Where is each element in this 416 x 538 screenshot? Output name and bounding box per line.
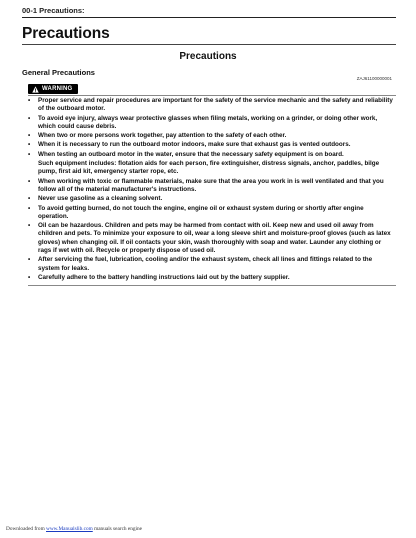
warning-list-item: [28, 115, 394, 132]
header-section-label: Precautions:: [39, 6, 85, 15]
warning-list-item: [28, 141, 394, 149]
title-divider: [22, 44, 396, 45]
header-section-ref: 00-1: [22, 6, 38, 15]
warning-list-item: [28, 222, 394, 255]
warning-badge: [28, 84, 78, 94]
warning-list-item: [28, 132, 394, 140]
warning-item-text: To avoid getting burned, do not touch the engine, engine oil or exhaust system during or shortly after engine operation.: [38, 204, 364, 220]
warning-list-item: [28, 256, 394, 273]
bullet-icon: •: [28, 150, 31, 158]
warning-list-item: [28, 151, 394, 177]
warning-item-text: When testing an outboard motor in the water, ensure that the necessary safety equipment is on board.: [38, 150, 344, 158]
footer-prefix: Downloaded from: [6, 526, 45, 532]
warning-list-item: [28, 195, 394, 203]
bullet-icon: •: [28, 97, 31, 104]
bullet-icon: •: [28, 132, 31, 140]
footer-suffix: manuals search engine: [94, 526, 143, 532]
warning-top-rule: [28, 95, 396, 96]
warning-label: WARNING: [42, 86, 73, 92]
warning-item-text: After servicing the fuel, lubrication, cooling and/or the exhaust system, check all lines and fittings related to the system for leaks.: [38, 256, 373, 272]
running-header: [22, 6, 85, 15]
warning-item-text: When working with toxic or flammable materials, make sure that the area you work in is well ventilated and that you follow all of the material manufacturer's instructions.: [38, 177, 384, 193]
footer-link[interactable]: www.Manualslib.com: [46, 526, 93, 532]
document-id: ZAJ61100000001: [356, 76, 392, 81]
bullet-icon: •: [28, 141, 31, 149]
warning-item-text: Proper service and repair procedures are important for the safety of the service mechanic and the safety and reliability of the outboard motor.: [38, 97, 393, 113]
warning-list-item: [28, 178, 394, 195]
warning-item-text: Carefully adhere to the battery handling instructions laid out by the battery supplier.: [38, 273, 290, 281]
bullet-icon: •: [28, 256, 31, 264]
warning-item-text: Such equipment includes: flotation aids for each person, fire extinguisher, distress signals, anchor, paddles, bilge pump, first aid kit, emergency starter rope, etc.: [38, 160, 380, 176]
bullet-icon: •: [28, 273, 31, 281]
page-title: Precautions: [22, 25, 110, 42]
section-title: Precautions: [179, 51, 237, 62]
bullet-icon: •: [28, 204, 31, 212]
warning-bottom-rule: [28, 285, 396, 286]
warning-list-item: [28, 274, 394, 282]
warning-item-text: To avoid eye injury, always wear protective glasses when filing metals, working on a grinder, or doing other work, which could cause debris.: [38, 114, 378, 130]
bullet-icon: •: [28, 177, 31, 185]
bullet-icon: •: [28, 114, 31, 122]
warning-list: [28, 97, 394, 283]
warning-list-item: [28, 205, 394, 222]
warning-list-item: [28, 97, 394, 114]
warning-item-text: Never use gasoline as a cleaning solvent.: [38, 195, 163, 203]
header-divider: [22, 17, 396, 18]
warning-triangle-icon: [32, 86, 39, 93]
bullet-icon: •: [28, 195, 31, 203]
bullet-icon: •: [28, 222, 31, 230]
subsection-title: General Precautions: [22, 68, 95, 77]
warning-item-text: When two or more persons work together, pay attention to the safety of each other.: [38, 132, 287, 140]
footer: [6, 526, 142, 532]
warning-item-text: When it is necessary to run the outboard motor indoors, make sure that exhaust gas is vented outdoors.: [38, 141, 351, 149]
warning-item-text: Oil can be hazardous. Children and pets may be harmed from contact with oil. Keep new and used oil away from children and pets. To minimize your exposure to oil, wear a long sleeve shirt and moisture-proof gloves (such as latex gloves) when changing oil. If oil contacts your skin, wash thoroughly with soap and water. Launder any clothing or rags if wet with oil. Recycle or properly dispose of used oil.: [38, 222, 391, 255]
